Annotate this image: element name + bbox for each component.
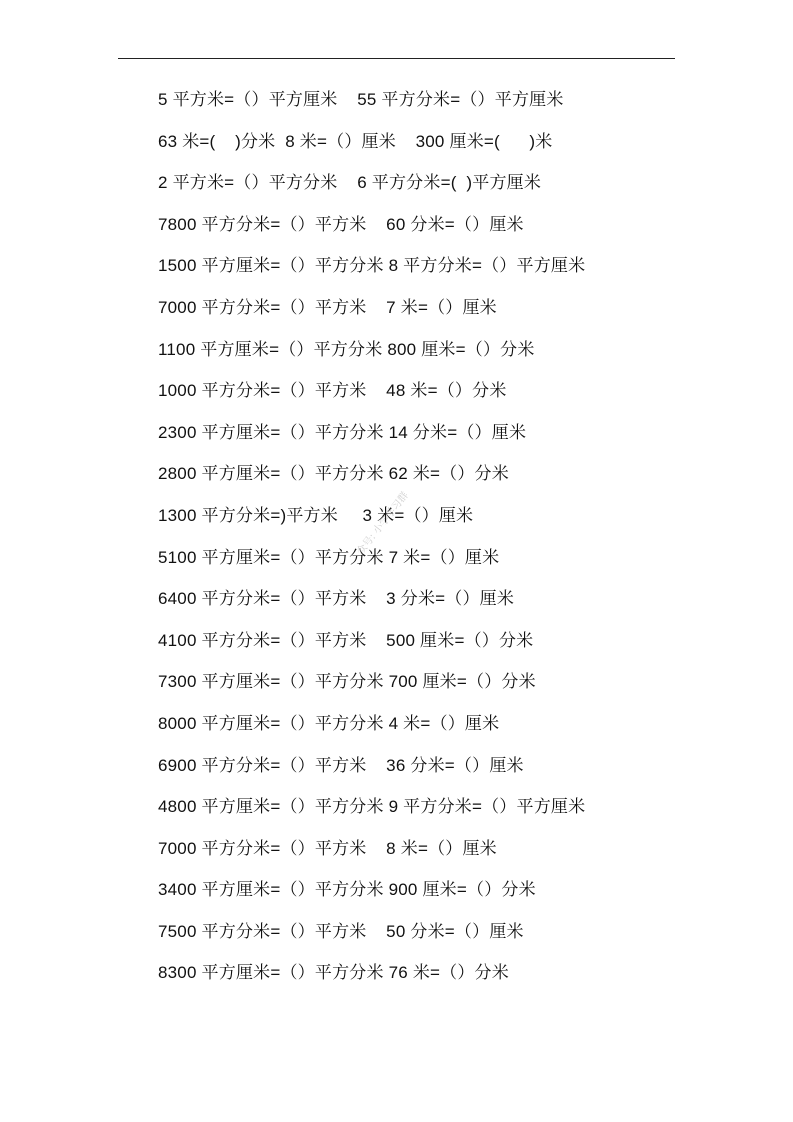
exercise-row: 8300 平方厘米=（）平方分米 76 米=（）分米 xyxy=(158,963,509,983)
exercise-row: 8000 平方厘米=（）平方分米 4 米=（）厘米 xyxy=(158,713,500,733)
exercise-list xyxy=(158,86,718,1001)
exercise-row: 7500 平方分米=（）平方米 50 分米=（）厘米 xyxy=(158,921,524,941)
exercise-row: 3400 平方厘米=（）平方分米 900 厘米=（）分米 xyxy=(158,880,536,900)
watermark: 众号: 小学学习群 xyxy=(355,490,411,558)
top-rule xyxy=(118,58,675,59)
exercise-row: 2 平方米=（）平方分米 6 平方分米=( )平方厘米 xyxy=(158,173,542,193)
exercise-row: 1500 平方厘米=（）平方分米 8 平方分米=（）平方厘米 xyxy=(158,256,586,276)
exercise-row: 7000 平方分米=（）平方米 7 米=（）厘米 xyxy=(158,297,497,317)
exercise-row: 7000 平方分米=（）平方米 8 米=（）厘米 xyxy=(158,838,497,858)
exercise-row: 2300 平方厘米=（）平方分米 14 分米=（）厘米 xyxy=(158,422,527,442)
exercise-row: 1100 平方厘米=（）平方分米 800 厘米=（）分米 xyxy=(158,339,535,359)
exercise-row: 7800 平方分米=（）平方米 60 分米=（）厘米 xyxy=(158,214,524,234)
exercise-row: 5 平方米=（）平方厘米 55 平方分米=（）平方厘米 xyxy=(158,90,564,109)
exercise-row: 1300 平方分米=)平方米 3 米=（）厘米 xyxy=(158,505,474,525)
exercise-row: 63 米=( )分米 8 米=（）厘米 300 厘米=( )米 xyxy=(158,131,553,151)
exercise-row: 2800 平方厘米=（）平方分米 62 米=（）分米 xyxy=(158,464,509,484)
exercise-row: 4800 平方厘米=（）平方分米 9 平方分米=（）平方厘米 xyxy=(158,797,586,817)
exercise-row: 6900 平方分米=（）平方米 36 分米=（）厘米 xyxy=(158,755,524,775)
exercise-row: 4100 平方分米=（）平方米 500 厘米=（）分米 xyxy=(158,630,534,650)
exercise-row: 6400 平方分米=（）平方米 3 分米=（）厘米 xyxy=(158,589,515,609)
exercise-row: 5100 平方厘米=（）平方分米 7 米=（）厘米 xyxy=(158,547,500,567)
exercise-row: 1000 平方分米=（）平方米 48 米=（）分米 xyxy=(158,381,507,401)
exercise-row: 7300 平方厘米=（）平方分米 700 厘米=（）分米 xyxy=(158,672,536,692)
